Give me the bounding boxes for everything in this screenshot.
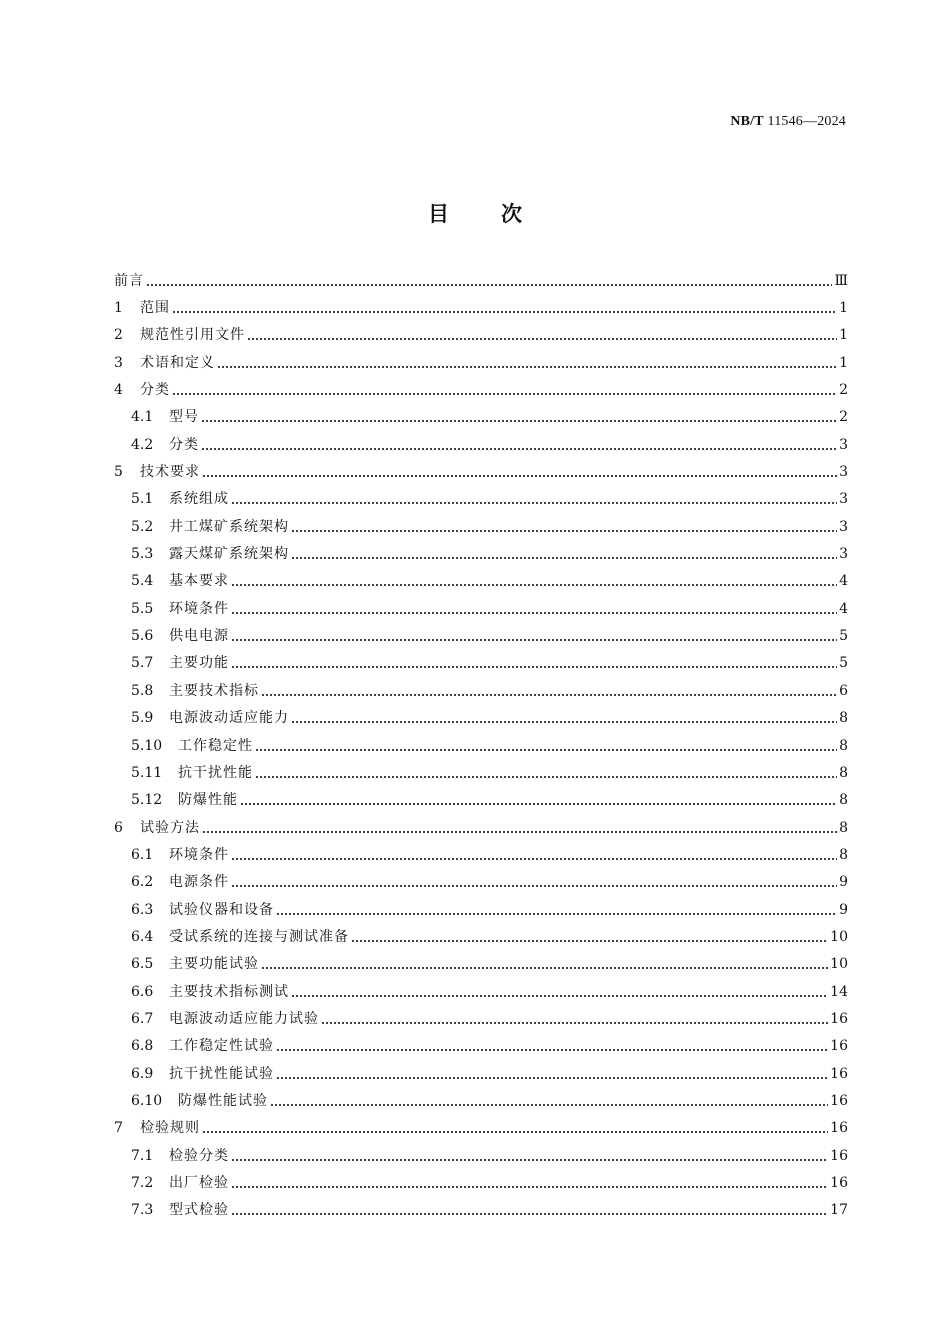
toc-entry-label: 工作稳定性试验 [169, 1038, 274, 1055]
toc-leader-dots [291, 985, 828, 999]
toc-entry-label: 主要功能 [169, 655, 229, 672]
toc-entry-number: 6 [114, 819, 123, 836]
toc-entry[interactable] [114, 1142, 848, 1169]
toc-entry[interactable] [114, 349, 848, 376]
toc-entry-number: 3 [114, 354, 123, 371]
toc-entry-number: 5.3 [131, 546, 154, 563]
toc-entry-page: 16 [830, 1120, 848, 1137]
toc-entry-page: 8 [839, 737, 848, 754]
toc-entry-number: 5.7 [131, 655, 154, 672]
toc-leader-dots [172, 383, 837, 397]
toc-entry[interactable] [114, 732, 848, 759]
toc-entry[interactable] [114, 759, 848, 786]
toc-entry[interactable] [114, 404, 848, 431]
toc-leader-dots [291, 547, 837, 561]
toc-entry-number: 6.8 [131, 1038, 154, 1055]
toc-entry[interactable] [114, 322, 848, 349]
toc-leader-dots [231, 1176, 828, 1190]
toc-entry-label: 电源波动适应能力 [169, 710, 289, 727]
toc-entry-number: 5.1 [131, 491, 154, 508]
toc-entry[interactable] [114, 458, 848, 485]
toc-entry-number: 6.2 [131, 874, 154, 891]
toc-entry-label: 工作稳定性 [178, 737, 253, 754]
toc-entry-number: 7.3 [131, 1202, 154, 1219]
toc-entry-label: 电源条件 [169, 874, 229, 891]
toc-entry-page: 8 [839, 846, 848, 863]
toc-entry-number: 4.2 [131, 436, 154, 453]
toc-entry-number: 7.1 [131, 1147, 154, 1164]
toc-entry[interactable] [114, 267, 848, 294]
toc-entry-page: 9 [839, 901, 848, 918]
toc-entry[interactable] [114, 978, 848, 1005]
toc-entry-page: 16 [830, 1092, 848, 1109]
toc-entry-page: 6 [839, 682, 848, 699]
toc-entry-page: 10 [830, 928, 848, 945]
toc-leader-dots [240, 793, 837, 807]
toc-entry[interactable] [114, 841, 848, 868]
toc-entry-label: 试验仪器和设备 [169, 901, 274, 918]
toc-entry-number: 5.4 [131, 573, 154, 590]
toc-entry-label: 系统组成 [169, 491, 229, 508]
document-code [730, 114, 846, 130]
toc-entry[interactable] [114, 486, 848, 513]
toc-entry-number: 6.3 [131, 901, 154, 918]
toc-entry-page: 2 [839, 382, 848, 399]
toc-entry-number: 7.2 [131, 1175, 154, 1192]
toc-entry-label: 技术要求 [140, 464, 200, 481]
toc-entry-page: 3 [839, 464, 848, 481]
toc-entry[interactable] [114, 1115, 848, 1142]
toc-entry-page: 3 [839, 491, 848, 508]
toc-entry-label: 检验分类 [169, 1147, 229, 1164]
toc-entry-label: 露天煤矿系统架构 [169, 546, 289, 563]
toc-leader-dots [201, 438, 837, 452]
toc-entry-number: 4.1 [131, 409, 154, 426]
toc-entry-page: 4 [839, 600, 848, 617]
toc-entry-page: 8 [839, 792, 848, 809]
toc-entry-label: 主要功能试验 [169, 956, 259, 973]
toc-entry-label: 主要技术指标测试 [169, 983, 289, 1000]
toc-entry[interactable] [114, 896, 848, 923]
toc-entry-label: 供电电源 [169, 628, 229, 645]
toc-leader-dots [255, 766, 837, 780]
toc-entry-label: 环境条件 [169, 600, 229, 617]
toc-leader-dots [261, 684, 837, 698]
toc-entry-page: Ⅲ [834, 272, 848, 289]
toc-entry[interactable] [114, 595, 848, 622]
toc-entry-label: 抗干扰性能 [178, 764, 253, 781]
toc-entry[interactable] [114, 951, 848, 978]
toc-entry-page: 3 [839, 546, 848, 563]
toc-leader-dots [231, 629, 837, 643]
toc-entry-page: 8 [839, 710, 848, 727]
toc-entry-number: 5.10 [131, 737, 163, 754]
toc-entry[interactable] [114, 1060, 848, 1087]
toc-entry-number: 6.5 [131, 956, 154, 973]
toc-leader-dots [217, 356, 837, 370]
toc-leader-dots [276, 1039, 828, 1053]
title-char-1: 目 [428, 202, 449, 226]
toc-entry-page: 16 [830, 1065, 848, 1082]
toc-leader-dots [291, 711, 837, 725]
toc-entry[interactable] [114, 513, 848, 540]
toc-entry-page: 16 [830, 1147, 848, 1164]
toc-leader-dots [351, 930, 828, 944]
toc-entry-label: 规范性引用文件 [140, 327, 245, 344]
toc-entry-label: 型号 [169, 409, 199, 426]
toc-entry[interactable] [114, 376, 848, 403]
toc-entry-number: 5.9 [131, 710, 154, 727]
toc-entry[interactable] [114, 294, 848, 321]
toc-entry-page: 17 [830, 1202, 848, 1219]
toc-entry-label: 范围 [140, 300, 170, 317]
toc-entry-label: 防爆性能 [178, 792, 238, 809]
table-of-contents [114, 267, 848, 1224]
toc-entry-page: 1 [839, 300, 848, 317]
toc-entry-label: 检验规则 [140, 1120, 200, 1137]
toc-entry-page: 1 [839, 354, 848, 371]
toc-entry-page: 14 [830, 983, 848, 1000]
toc-entry-number: 7 [114, 1120, 123, 1137]
toc-entry-page: 5 [839, 655, 848, 672]
title-char-2: 次 [501, 202, 522, 226]
toc-entry-number: 6.9 [131, 1065, 154, 1082]
toc-entry-label: 出厂检验 [169, 1175, 229, 1192]
toc-entry-label: 型式检验 [169, 1202, 229, 1219]
toc-entry[interactable] [114, 540, 848, 567]
page-title [0, 198, 950, 228]
toc-entry[interactable] [114, 1033, 848, 1060]
toc-entry-number: 5.2 [131, 518, 154, 535]
toc-entry[interactable] [114, 650, 848, 677]
toc-leader-dots [202, 821, 837, 835]
toc-entry-page: 4 [839, 573, 848, 590]
toc-entry-label: 主要技术指标 [169, 682, 259, 699]
toc-leader-dots [231, 875, 837, 889]
toc-entry-number: 6.4 [131, 928, 154, 945]
toc-leader-dots [276, 903, 837, 917]
toc-entry-label: 环境条件 [169, 846, 229, 863]
toc-entry[interactable] [114, 1197, 848, 1224]
toc-entry-label: 分类 [169, 436, 199, 453]
toc-entry[interactable] [114, 431, 848, 458]
toc-leader-dots [231, 492, 837, 506]
toc-entry-label: 前言 [114, 272, 144, 289]
toc-entry-label: 电源波动适应能力试验 [169, 1010, 319, 1027]
toc-entry-number: 5 [114, 464, 123, 481]
toc-leader-dots [255, 739, 837, 753]
toc-leader-dots [247, 328, 837, 342]
toc-leader-dots [201, 410, 837, 424]
toc-entry-number: 5.6 [131, 628, 154, 645]
toc-entry[interactable] [114, 568, 848, 595]
toc-entry-page: 2 [839, 409, 848, 426]
toc-entry-label: 基本要求 [169, 573, 229, 590]
toc-leader-dots [231, 602, 837, 616]
toc-entry-page: 1 [839, 327, 848, 344]
toc-entry-label: 防爆性能试验 [178, 1092, 268, 1109]
toc-entry[interactable] [114, 1005, 848, 1032]
toc-entry[interactable] [114, 705, 848, 732]
toc-entry-page: 3 [839, 518, 848, 535]
toc-entry-label: 抗干扰性能试验 [169, 1065, 274, 1082]
toc-entry-page: 8 [839, 819, 848, 836]
toc-entry[interactable] [114, 814, 848, 841]
toc-entry-page: 8 [839, 764, 848, 781]
toc-leader-dots [231, 848, 837, 862]
toc-entry-label: 试验方法 [140, 819, 200, 836]
toc-entry[interactable] [114, 869, 848, 896]
toc-leader-dots [231, 656, 837, 670]
toc-entry-page: 16 [830, 1010, 848, 1027]
toc-entry-page: 5 [839, 628, 848, 645]
toc-entry-page: 10 [830, 956, 848, 973]
toc-entry[interactable] [114, 622, 848, 649]
toc-entry-page: 3 [839, 436, 848, 453]
toc-entry[interactable] [114, 1087, 848, 1114]
toc-entry-number: 6.6 [131, 983, 154, 1000]
toc-entry-label: 分类 [140, 382, 170, 399]
toc-leader-dots [321, 1012, 828, 1026]
toc-leader-dots [276, 1067, 828, 1081]
toc-leader-dots [231, 574, 837, 588]
standard-prefix: NB/T [730, 114, 764, 129]
toc-entry-page: 16 [830, 1038, 848, 1055]
toc-entry-label: 术语和定义 [140, 354, 215, 371]
toc-entry[interactable] [114, 677, 848, 704]
toc-entry-number: 4 [114, 382, 123, 399]
toc-entry-label: 井工煤矿系统架构 [169, 518, 289, 535]
toc-entry[interactable] [114, 787, 848, 814]
toc-entry-number: 2 [114, 327, 123, 344]
toc-entry-number: 6.1 [131, 846, 154, 863]
toc-entry-number: 5.5 [131, 600, 154, 617]
toc-entry-number: 6.7 [131, 1010, 154, 1027]
toc-entry-page: 9 [839, 874, 848, 891]
toc-leader-dots [270, 1094, 828, 1108]
toc-entry-number: 1 [114, 300, 123, 317]
toc-entry-number: 5.12 [131, 792, 163, 809]
standard-number: 11546—2024 [767, 114, 846, 129]
toc-entry-number: 5.11 [131, 764, 163, 781]
toc-entry-page: 16 [830, 1175, 848, 1192]
toc-leader-dots [202, 1121, 828, 1135]
toc-entry-label: 受试系统的连接与测试准备 [169, 928, 349, 945]
toc-leader-dots [231, 1149, 828, 1163]
toc-entry[interactable] [114, 1169, 848, 1196]
toc-entry[interactable] [114, 923, 848, 950]
toc-leader-dots [291, 520, 837, 534]
toc-leader-dots [202, 465, 837, 479]
toc-entry-number: 6.10 [131, 1092, 163, 1109]
toc-leader-dots [231, 1203, 828, 1217]
toc-leader-dots [146, 274, 832, 288]
toc-entry-number: 5.8 [131, 682, 154, 699]
toc-leader-dots [172, 301, 837, 315]
toc-leader-dots [261, 957, 828, 971]
